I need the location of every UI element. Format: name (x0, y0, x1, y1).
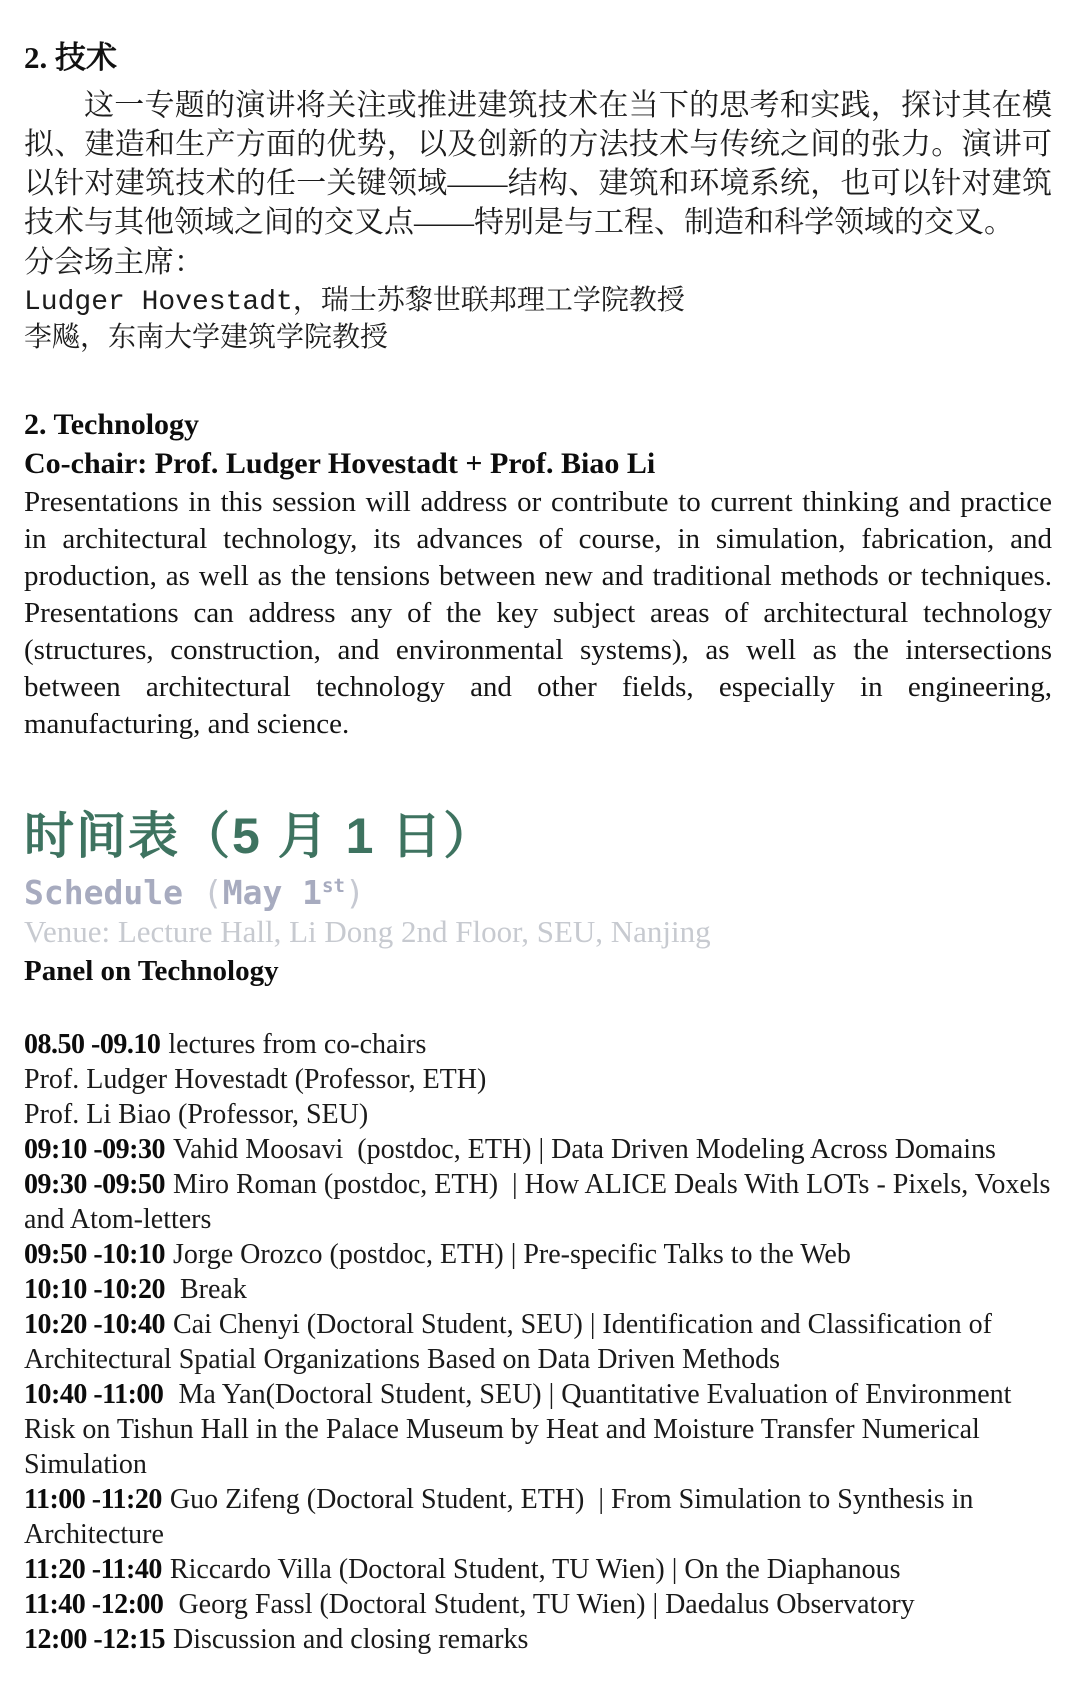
panel-title: Panel on Technology (24, 955, 279, 987)
schedule-time: 10:20 -10:40 (24, 1309, 165, 1340)
schedule-text: Riccardo Villa (Doctoral Student, TU Wien) | On the Diaphanous (169, 1554, 901, 1585)
schedule-time: 09:50 -10:10 (24, 1239, 165, 1270)
schedule-time: 11:20 -11:40 (24, 1554, 162, 1585)
schedule-paren-open: ( (202, 873, 223, 912)
section-heading-cn: 2. 技术 (24, 40, 117, 75)
schedule-time: 10:10 -10:20 (24, 1274, 165, 1305)
schedule-item (24, 1132, 1052, 1167)
schedule-time: 10:40 -11:00 (24, 1379, 164, 1410)
schedule-text: Ma Yan(Doctoral Student, SEU) | Quantitative Evaluation of Environment Risk on Tishun Hall in the Palace Museum by Heat and Moisture Transfer Numerical Simulation (24, 1379, 1012, 1480)
schedule-title-en (24, 873, 1052, 913)
schedule-item (24, 1552, 1052, 1587)
schedule-word: Schedule (24, 873, 183, 912)
schedule-text: Jorge Orozco (postdoc, ETH) | Pre-specific Talks to the Web (172, 1239, 851, 1270)
schedule-time: 12:00 -12:15 (24, 1624, 165, 1655)
schedule-text: Vahid Moosavi (postdoc, ETH) | Data Driven Modeling Across Domains (172, 1134, 996, 1165)
schedule-text: lectures from co-chairs (168, 1029, 427, 1060)
schedule-item (24, 1272, 1052, 1307)
schedule-time: 09:10 -09:30 (24, 1134, 165, 1165)
schedule-date-ordinal: st (322, 875, 345, 897)
english-section (24, 406, 1052, 743)
section-paragraph-cn: 这一专题的演讲将关注或推进建筑技术在当下的思考和实践，探讨其在模拟、建造和生产方面的优势，以及创新的方法技术与传统之间的张力。演讲可以针对建筑技术的任一关键领域——结构、建筑和环境系统，也可以针对建筑技术与其他领域之间的交叉点——特别是与工程、制造和科学领域的交叉。 (24, 89, 1052, 239)
schedule-time: 08.50 -09.10 (24, 1029, 161, 1060)
cochair-line: Co-chair: Prof. Ludger Hovestadt + Prof. Biao Li (24, 447, 656, 480)
schedule-text: Discussion and closing remarks (172, 1624, 529, 1655)
schedule-item (24, 1027, 1052, 1062)
schedule-time: 11:40 -12:00 (24, 1589, 164, 1620)
schedule-text: Guo Zifeng (Doctoral Student, ETH) | From Simulation to Synthesis in Architecture (24, 1484, 974, 1550)
venue-line: Venue: Lecture Hall, Li Dong 2nd Floor, SEU, Nanjing (24, 914, 711, 949)
chair-label: 分会场主席： (24, 246, 204, 279)
schedule-item (24, 1587, 1052, 1622)
schedule-title-cn: 时间表（5 月 1 日） (24, 808, 496, 864)
schedule-text: Georg Fassl (Doctoral Student, TU Wien) | Daedalus Observatory (171, 1589, 915, 1620)
schedule-text: Prof. Ludger Hovestadt (Professor, ETH) (24, 1064, 487, 1095)
chair-line-libiao: 李飚，东南大学建筑学院教授 (24, 324, 389, 355)
schedule-text: Cai Chenyi (Doctoral Student, SEU) | Identification and Classification of Architectural Spatial Organizations Based on Data Driven Methods (24, 1309, 992, 1375)
schedule-item (24, 1062, 1052, 1097)
schedule-text: Break (172, 1274, 247, 1305)
schedule-item (24, 1237, 1052, 1272)
section-paragraph-en: Presentations in this session will address or contribute to current thinking and practice in architectural technology, its advances of course, in simulation, fabrication, and production, as well as the tensions between new and traditional methods or techniques. Presentations can address any of the key subject areas of architectural technology (structures, construction, and environmental systems), as well as the intersections between architectural technology and other fields, especially in engineering, manufacturing, and science. (24, 486, 1052, 740)
schedule-item (24, 1097, 1052, 1132)
schedule-time: 09:30 -09:50 (24, 1169, 165, 1200)
schedule-date: May 1 (222, 873, 323, 912)
schedule-item (24, 1482, 1052, 1552)
schedule-time: 11:00 -11:20 (24, 1484, 162, 1515)
schedule-paren-close: ) (344, 873, 365, 912)
schedule-text: Miro Roman (postdoc, ETH) | How ALICE Deals With LOTs - Pixels, Voxels and Atom-letters (24, 1169, 1051, 1235)
section-heading-en: 2. Technology (24, 408, 200, 441)
schedule-item (24, 1622, 1052, 1657)
schedule-list (24, 1027, 1052, 1657)
schedule-item (24, 1167, 1052, 1237)
schedule-text: Prof. Li Biao (Professor, SEU) (24, 1099, 369, 1130)
chair-line-hovestadt: Ludger Hovestadt，瑞士苏黎世联邦理工学院教授 (24, 287, 685, 318)
schedule-item (24, 1307, 1052, 1377)
schedule-item (24, 1377, 1052, 1482)
